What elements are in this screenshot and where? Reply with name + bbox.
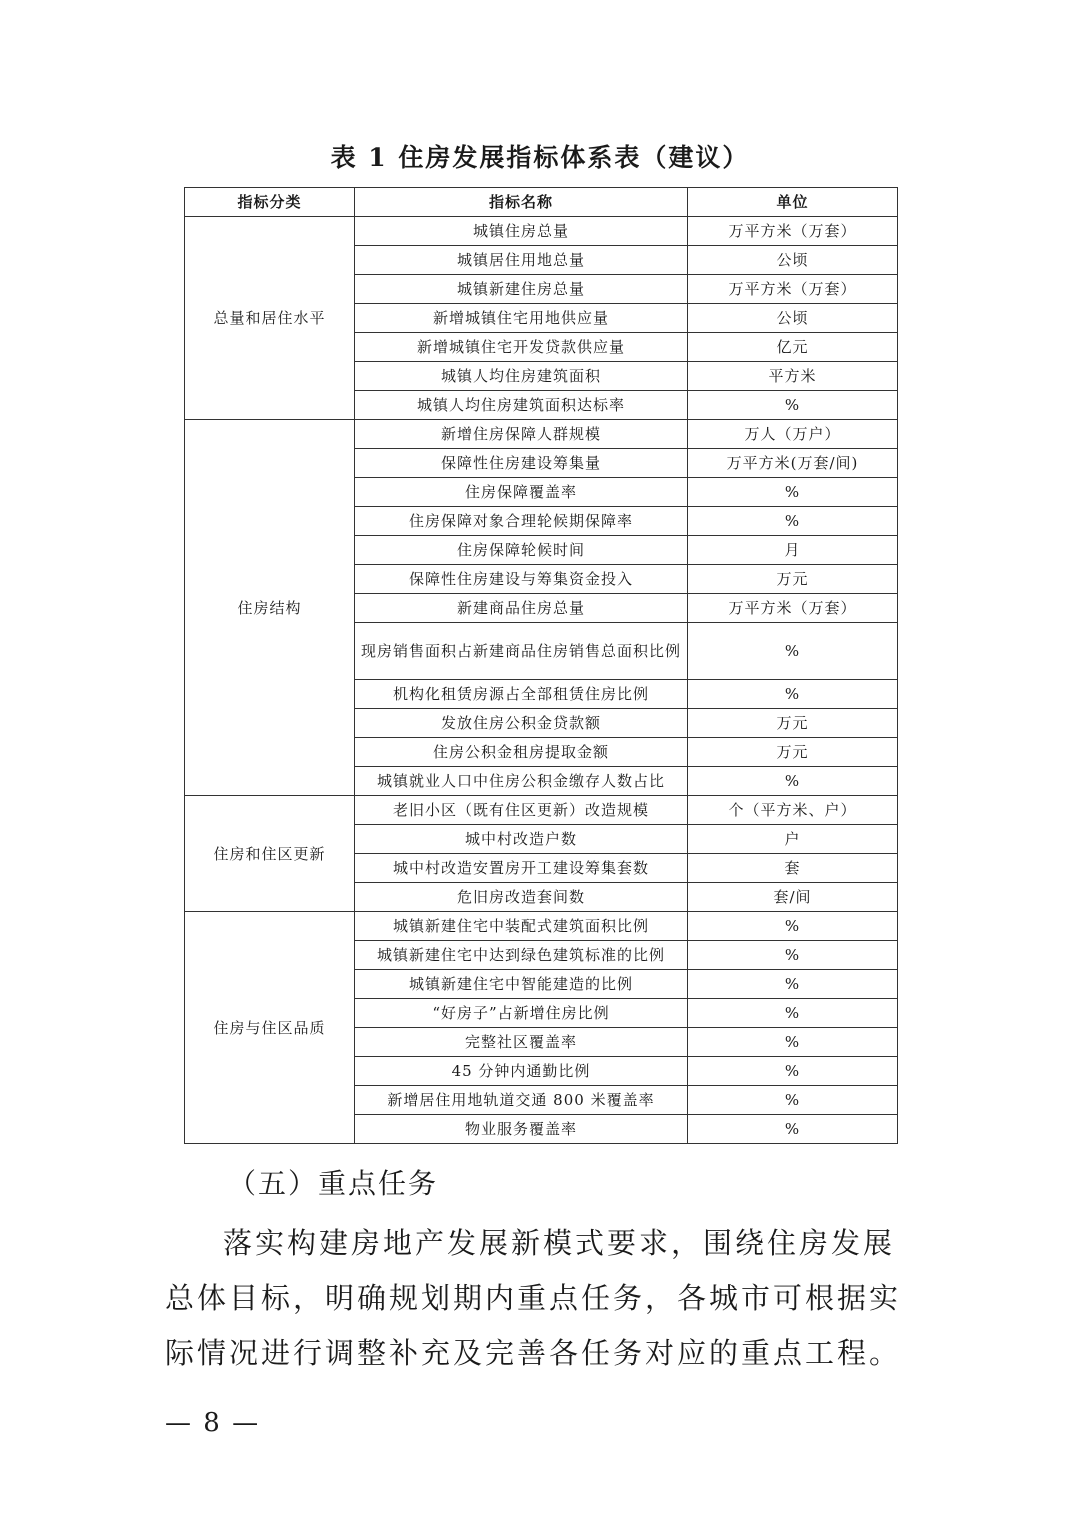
header-unit: 单位 xyxy=(688,188,898,217)
unit-cell: 户 xyxy=(688,825,898,854)
unit-cell: % xyxy=(688,999,898,1028)
indicator-name-cell: 保障性住房建设筹集量 xyxy=(355,449,688,478)
indicator-name-cell: 新增居住用地轨道交通 800 米覆盖率 xyxy=(355,1086,688,1115)
unit-cell: % xyxy=(688,1086,898,1115)
indicator-name-cell: 危旧房改造套间数 xyxy=(355,883,688,912)
indicator-name-cell: 住房保障覆盖率 xyxy=(355,478,688,507)
unit-cell: 套/间 xyxy=(688,883,898,912)
unit-cell: % xyxy=(688,941,898,970)
indicator-name-cell: 新增城镇住宅开发贷款供应量 xyxy=(355,333,688,362)
indicator-table xyxy=(184,187,898,1144)
category-cell: 住房与住区品质 xyxy=(185,912,355,1144)
table-title: 表 1 住房发展指标体系表（建议） xyxy=(330,143,750,172)
unit-cell: % xyxy=(688,912,898,941)
unit-cell: % xyxy=(688,767,898,796)
indicator-name-cell: 城中村改造安置房开工建设筹集套数 xyxy=(355,854,688,883)
header-indicator-name: 指标名称 xyxy=(355,188,688,217)
table-body xyxy=(185,217,898,1144)
indicator-name-cell: 住房保障对象合理轮候期保障率 xyxy=(355,507,688,536)
unit-cell: 万平方米（万套） xyxy=(688,217,898,246)
indicator-name-cell: 45 分钟内通勤比例 xyxy=(355,1057,688,1086)
unit-cell: % xyxy=(688,970,898,999)
indicator-name-cell: 城镇人均住房建筑面积 xyxy=(355,362,688,391)
body-paragraph: 落实构建房地产发展新模式要求，围绕住房发展总体目标，明确规划期内重点任务，各城市可根据实际情况进行调整补充及完善各任务对应的重点工程。 xyxy=(165,1226,902,1370)
indicator-name-cell: 城镇新建住宅中达到绿色建筑标准的比例 xyxy=(355,941,688,970)
unit-cell: 万元 xyxy=(688,738,898,767)
indicator-name-cell: 城中村改造户数 xyxy=(355,825,688,854)
indicator-name-cell: 新增住房保障人群规模 xyxy=(355,420,688,449)
indicator-name-cell: 住房公积金租房提取金额 xyxy=(355,738,688,767)
indicator-name-cell: 新增城镇住宅用地供应量 xyxy=(355,304,688,333)
unit-cell: 万人（万户） xyxy=(688,420,898,449)
table-row xyxy=(185,420,898,449)
table-row xyxy=(185,912,898,941)
table-header-row xyxy=(185,188,898,217)
indicator-name-cell: 城镇新建住宅中装配式建筑面积比例 xyxy=(355,912,688,941)
unit-cell: 万元 xyxy=(688,709,898,738)
unit-cell: 亿元 xyxy=(688,333,898,362)
unit-cell: % xyxy=(688,478,898,507)
unit-cell: 万平方米（万套） xyxy=(688,594,898,623)
table-row xyxy=(185,796,898,825)
indicator-name-cell: 保障性住房建设与筹集资金投入 xyxy=(355,565,688,594)
unit-cell: % xyxy=(688,507,898,536)
unit-cell: 万平方米（万套） xyxy=(688,275,898,304)
unit-cell: % xyxy=(688,1028,898,1057)
indicator-name-cell: 城镇居住用地总量 xyxy=(355,246,688,275)
table-row xyxy=(185,217,898,246)
indicator-name-cell: 城镇就业人口中住房公积金缴存人数占比 xyxy=(355,767,688,796)
category-cell: 住房和住区更新 xyxy=(185,796,355,912)
indicator-name-cell: “好房子”占新增住房比例 xyxy=(355,999,688,1028)
page-number: — 8 — xyxy=(165,1408,261,1438)
unit-cell: 万元 xyxy=(688,565,898,594)
indicator-name-cell: 现房销售面积占新建商品住房销售总面积比例 xyxy=(355,623,688,680)
unit-cell: 月 xyxy=(688,536,898,565)
unit-cell: % xyxy=(688,391,898,420)
unit-cell: % xyxy=(688,1115,898,1144)
indicator-name-cell: 城镇住房总量 xyxy=(355,217,688,246)
indicator-name-cell: 物业服务覆盖率 xyxy=(355,1115,688,1144)
category-cell: 住房结构 xyxy=(185,420,355,796)
unit-cell: % xyxy=(688,623,898,680)
indicator-name-cell: 老旧小区（既有住区更新）改造规模 xyxy=(355,796,688,825)
unit-cell: 平方米 xyxy=(688,362,898,391)
unit-cell: 公顷 xyxy=(688,246,898,275)
indicator-name-cell: 机构化租赁房源占全部租赁住房比例 xyxy=(355,680,688,709)
unit-cell: 套 xyxy=(688,854,898,883)
category-cell: 总量和居住水平 xyxy=(185,217,355,420)
unit-cell: 个（平方米、户） xyxy=(688,796,898,825)
indicator-name-cell: 城镇人均住房建筑面积达标率 xyxy=(355,391,688,420)
indicator-name-cell: 城镇新建住房总量 xyxy=(355,275,688,304)
unit-cell: % xyxy=(688,680,898,709)
section-heading: （五）重点任务 xyxy=(228,1167,439,1200)
unit-cell: 公顷 xyxy=(688,304,898,333)
indicator-name-cell: 发放住房公积金贷款额 xyxy=(355,709,688,738)
indicator-name-cell: 城镇新建住宅中智能建造的比例 xyxy=(355,970,688,999)
indicator-name-cell: 完整社区覆盖率 xyxy=(355,1028,688,1057)
indicator-name-cell: 住房保障轮候时间 xyxy=(355,536,688,565)
unit-cell: % xyxy=(688,1057,898,1086)
indicator-name-cell: 新建商品住房总量 xyxy=(355,594,688,623)
unit-cell: 万平方米(万套/间) xyxy=(688,449,898,478)
header-category: 指标分类 xyxy=(185,188,355,217)
